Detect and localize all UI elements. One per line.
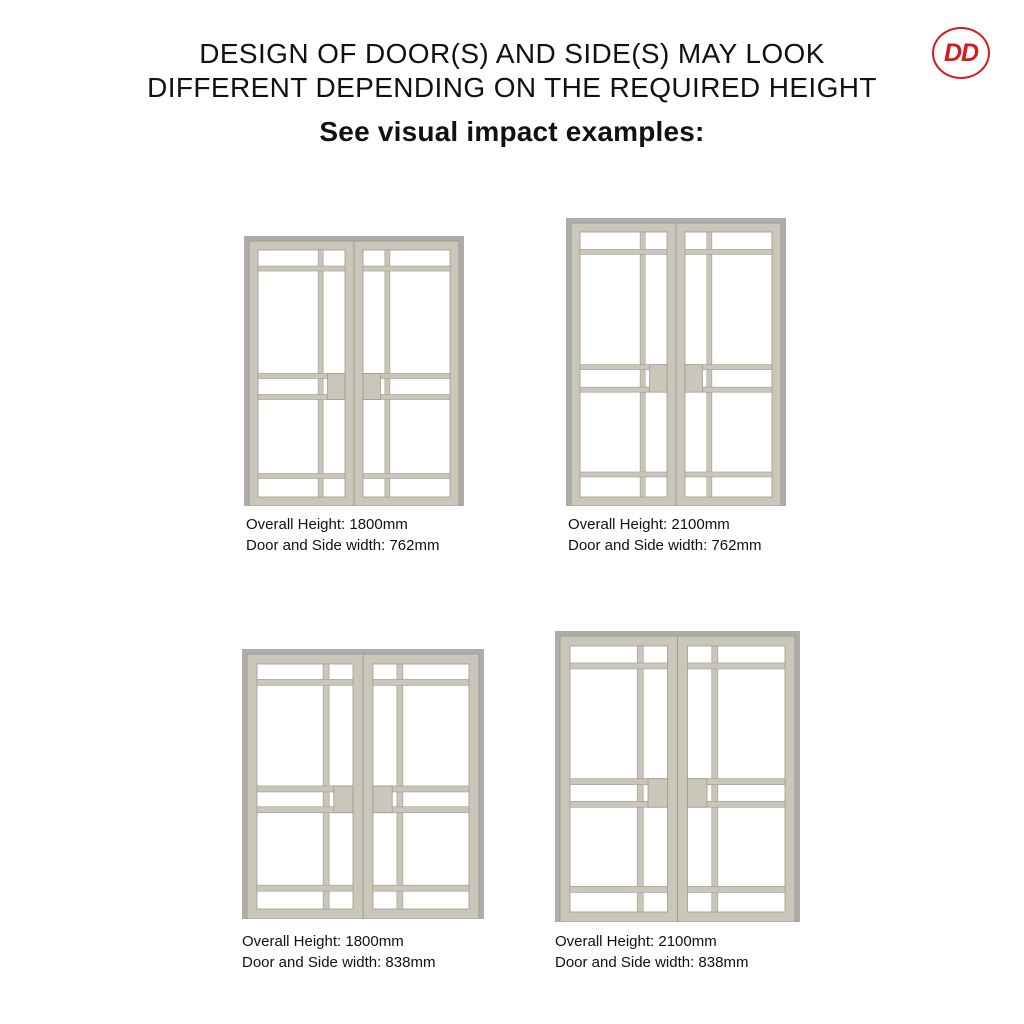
overall-height-label: Overall Height: 2100mm	[555, 933, 717, 950]
example-2100-762	[566, 218, 786, 558]
door-side-width-label: Door and Side width: 838mm	[242, 954, 436, 971]
door-pair-illustration	[242, 649, 484, 919]
glazing-bar	[373, 885, 469, 891]
door-pair-illustration	[244, 236, 464, 506]
examples-subheading: See visual impact examples:	[319, 116, 705, 147]
brand-logo	[932, 27, 990, 79]
brand-logo-text: DD	[943, 38, 979, 67]
lock-block	[363, 373, 380, 399]
door-pair-illustration	[555, 631, 800, 922]
overall-height-label: Overall Height: 1800mm	[246, 516, 408, 533]
glazing-bar	[363, 266, 450, 271]
door-pair-illustration	[566, 218, 786, 506]
overall-height-label: Overall Height: 1800mm	[242, 933, 404, 950]
lock-block	[648, 779, 668, 808]
notice-line-2: DIFFERENT DEPENDING ON THE REQUIRED HEIGHT	[147, 72, 877, 103]
glazing-bar	[258, 474, 345, 479]
lock-block	[650, 365, 667, 393]
lock-block	[685, 365, 702, 393]
glazing-bar	[685, 249, 772, 254]
door-side-width-label: Door and Side width: 762mm	[568, 537, 762, 554]
door-side-width-label: Door and Side width: 838mm	[555, 954, 749, 971]
glazing-bar	[363, 474, 450, 479]
glazing-bar	[688, 663, 786, 669]
door-side-width-label: Door and Side width: 762mm	[246, 537, 440, 554]
glazing-bar	[580, 472, 667, 477]
glazing-bar	[373, 679, 469, 685]
glazing-bar	[258, 266, 345, 271]
glazing-bar	[570, 886, 668, 892]
lock-block	[334, 786, 353, 813]
glazing-bar	[257, 679, 353, 685]
lock-block	[328, 373, 345, 399]
lock-block	[373, 786, 392, 813]
glazing-bar	[685, 472, 772, 477]
glazing-bar	[580, 249, 667, 254]
glazing-bar	[570, 663, 668, 669]
lock-block	[688, 779, 708, 808]
notice-line-1: DESIGN OF DOOR(S) AND SIDE(S) MAY LOOK	[199, 38, 825, 69]
overall-height-label: Overall Height: 2100mm	[568, 516, 730, 533]
glazing-bar	[257, 885, 353, 891]
example-2100-838	[555, 631, 800, 979]
example-1800-762	[244, 236, 464, 556]
example-1800-838	[242, 649, 484, 979]
glazing-bar	[688, 886, 786, 892]
